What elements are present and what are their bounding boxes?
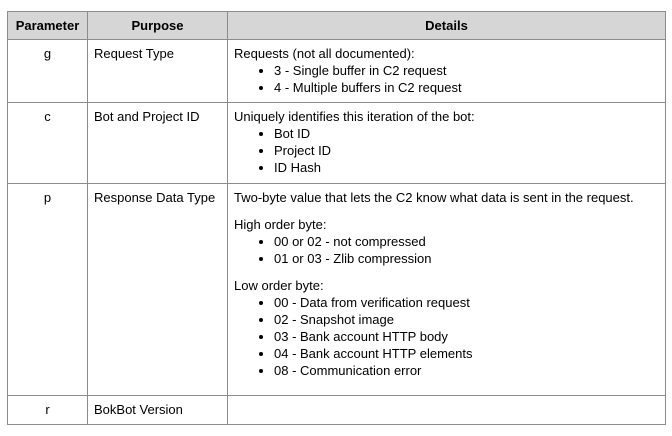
details-list — [234, 125, 659, 176]
parameters-table — [7, 11, 666, 425]
details-cell — [228, 184, 666, 396]
parameter-cell: c — [8, 103, 88, 184]
parameter-cell: r — [8, 396, 88, 425]
list-item: • 00 or 02 - not compressed — [274, 233, 659, 250]
high-order-label: High order byte: — [234, 217, 327, 232]
details-cell — [228, 103, 666, 184]
parameter-cell: p — [8, 184, 88, 396]
table-row — [8, 103, 666, 184]
low-order-list — [234, 294, 659, 379]
purpose-cell: BokBot Version — [88, 396, 228, 425]
details-intro: Two-byte value that lets the C2 know what data is sent in the request. — [234, 190, 634, 205]
purpose-cell: Bot and Project ID — [88, 103, 228, 184]
purpose-cell: Response Data Type — [88, 184, 228, 396]
list-item: • 08 - Communication error — [274, 362, 659, 379]
high-order-list — [234, 233, 659, 267]
list-item: • 00 - Data from verification request — [274, 294, 659, 311]
list-item: • 04 - Bank account HTTP elements — [274, 345, 659, 362]
list-item: • ID Hash — [274, 159, 659, 176]
list-item: • 01 or 03 - Zlib compression — [274, 250, 659, 267]
table-row — [8, 40, 666, 103]
details-cell — [228, 40, 666, 103]
details-intro: Requests (not all documented): — [234, 46, 415, 61]
list-item: • Project ID — [274, 142, 659, 159]
list-item: • 4 - Multiple buffers in C2 request — [274, 79, 659, 96]
low-order-label: Low order byte: — [234, 278, 324, 293]
purpose-cell: Request Type — [88, 40, 228, 103]
list-item: • 3 - Single buffer in C2 request — [274, 62, 659, 79]
details-intro: Uniquely identifies this iteration of the bot: — [234, 109, 475, 124]
details-cell — [228, 396, 666, 425]
list-item: • 02 - Snapshot image — [274, 311, 659, 328]
table-row — [8, 396, 666, 425]
list-item: • Bot ID — [274, 125, 659, 142]
list-item: • 03 - Bank account HTTP body — [274, 328, 659, 345]
header-row — [8, 12, 666, 40]
header-details: Details — [228, 12, 666, 40]
details-list — [234, 62, 659, 96]
header-parameter: Parameter — [8, 12, 88, 40]
parameter-cell: g — [8, 40, 88, 103]
header-purpose: Purpose — [88, 12, 228, 40]
table-row — [8, 184, 666, 396]
